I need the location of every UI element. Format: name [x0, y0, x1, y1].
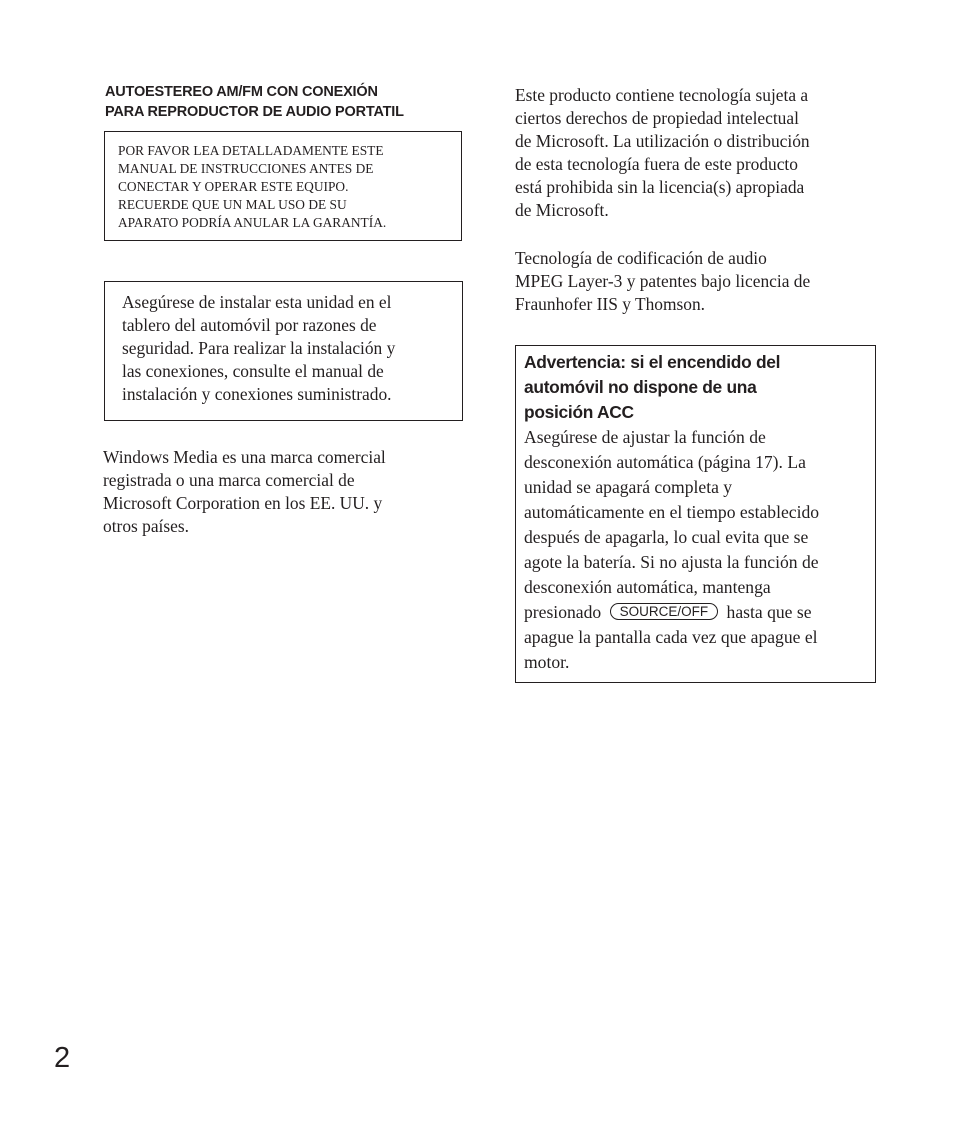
- paragraph-line: Microsoft Corporation en los EE. UU. y: [103, 493, 383, 513]
- notice-line: MANUAL DE INSTRUCCIONES ANTES DE: [118, 161, 374, 176]
- installation-notice-box: [104, 281, 463, 421]
- warranty-notice-box: [104, 131, 462, 241]
- warning-line: unidad se apagará completa y: [524, 477, 733, 497]
- notice-line: tablero del automóvil por razones de: [122, 315, 377, 335]
- title-line: PARA REPRODUCTOR DE AUDIO PORTATIL: [105, 104, 404, 120]
- notice-line: RECUERDE QUE UN MAL USO DE SU: [118, 197, 347, 212]
- warning-line: desconexión automática (página 17). La: [524, 452, 806, 472]
- source-off-button-label: SOURCE/OFF: [610, 603, 719, 620]
- paragraph-line: Fraunhofer IIS y Thomson.: [515, 294, 705, 314]
- paragraph-line: de esta tecnología fuera de este producto: [515, 154, 798, 174]
- warning-line: automáticamente en el tiempo establecido: [524, 502, 820, 522]
- paragraph-line: Windows Media es una marca comercial: [103, 447, 386, 467]
- windows-media-trademark-paragraph: [103, 446, 386, 538]
- page-title: [105, 82, 475, 122]
- warning-line: apague la pantalla cada vez que apague el: [524, 627, 818, 647]
- paragraph-line: Este producto contiene tecnología sujeta a: [515, 85, 809, 105]
- warning-button-line: [524, 600, 867, 625]
- notice-line: APARATO PODRÍA ANULAR LA GARANTÍA.: [118, 215, 387, 230]
- notice-line: CONECTAR Y OPERAR ESTE EQUIPO.: [118, 179, 349, 194]
- paragraph-line: de Microsoft.: [515, 200, 609, 220]
- warning-title-line: Advertencia: si el encendido del: [524, 352, 781, 372]
- microsoft-technology-paragraph: [515, 84, 810, 222]
- warning-line: Asegúrese de ajustar la función de: [524, 427, 766, 447]
- warning-text: hasta que se: [726, 602, 812, 622]
- warning-line: agote la batería. Si no ajusta la función de: [524, 552, 819, 572]
- warning-title: [524, 350, 867, 425]
- notice-line: las conexiones, consulte el manual de: [122, 361, 384, 381]
- warning-title-line: automóvil no dispone de una: [524, 377, 757, 397]
- warning-line: motor.: [524, 652, 570, 672]
- notice-line: seguridad. Para realizar la instalación y: [122, 338, 396, 358]
- warning-text: presionado: [524, 602, 602, 622]
- notice-line: POR FAVOR LEA DETALLADAMENTE ESTE: [118, 143, 384, 158]
- mpeg-license-paragraph: [515, 247, 810, 316]
- warning-title-line: posición ACC: [524, 402, 634, 422]
- paragraph-line: otros países.: [103, 516, 189, 536]
- paragraph-line: ciertos derechos de propiedad intelectual: [515, 108, 799, 128]
- notice-line: instalación y conexiones suministrado.: [122, 384, 392, 404]
- notice-line: Asegúrese de instalar esta unidad en el: [122, 292, 392, 312]
- paragraph-line: de Microsoft. La utilización o distribución: [515, 131, 810, 151]
- page-number: 2: [54, 1042, 71, 1074]
- acc-warning-box: [515, 345, 876, 683]
- paragraph-line: registrada o una marca comercial de: [103, 470, 355, 490]
- warning-line: desconexión automática, mantenga: [524, 577, 771, 597]
- paragraph-line: MPEG Layer-3 y patentes bajo licencia de: [515, 271, 811, 291]
- paragraph-line: Tecnología de codificación de audio: [515, 248, 767, 268]
- paragraph-line: está prohibida sin la licencia(s) apropiada: [515, 177, 805, 197]
- warning-line: después de apagarla, lo cual evita que se: [524, 527, 809, 547]
- title-line: AUTOESTEREO AM/FM CON CONEXIÓN: [105, 84, 378, 100]
